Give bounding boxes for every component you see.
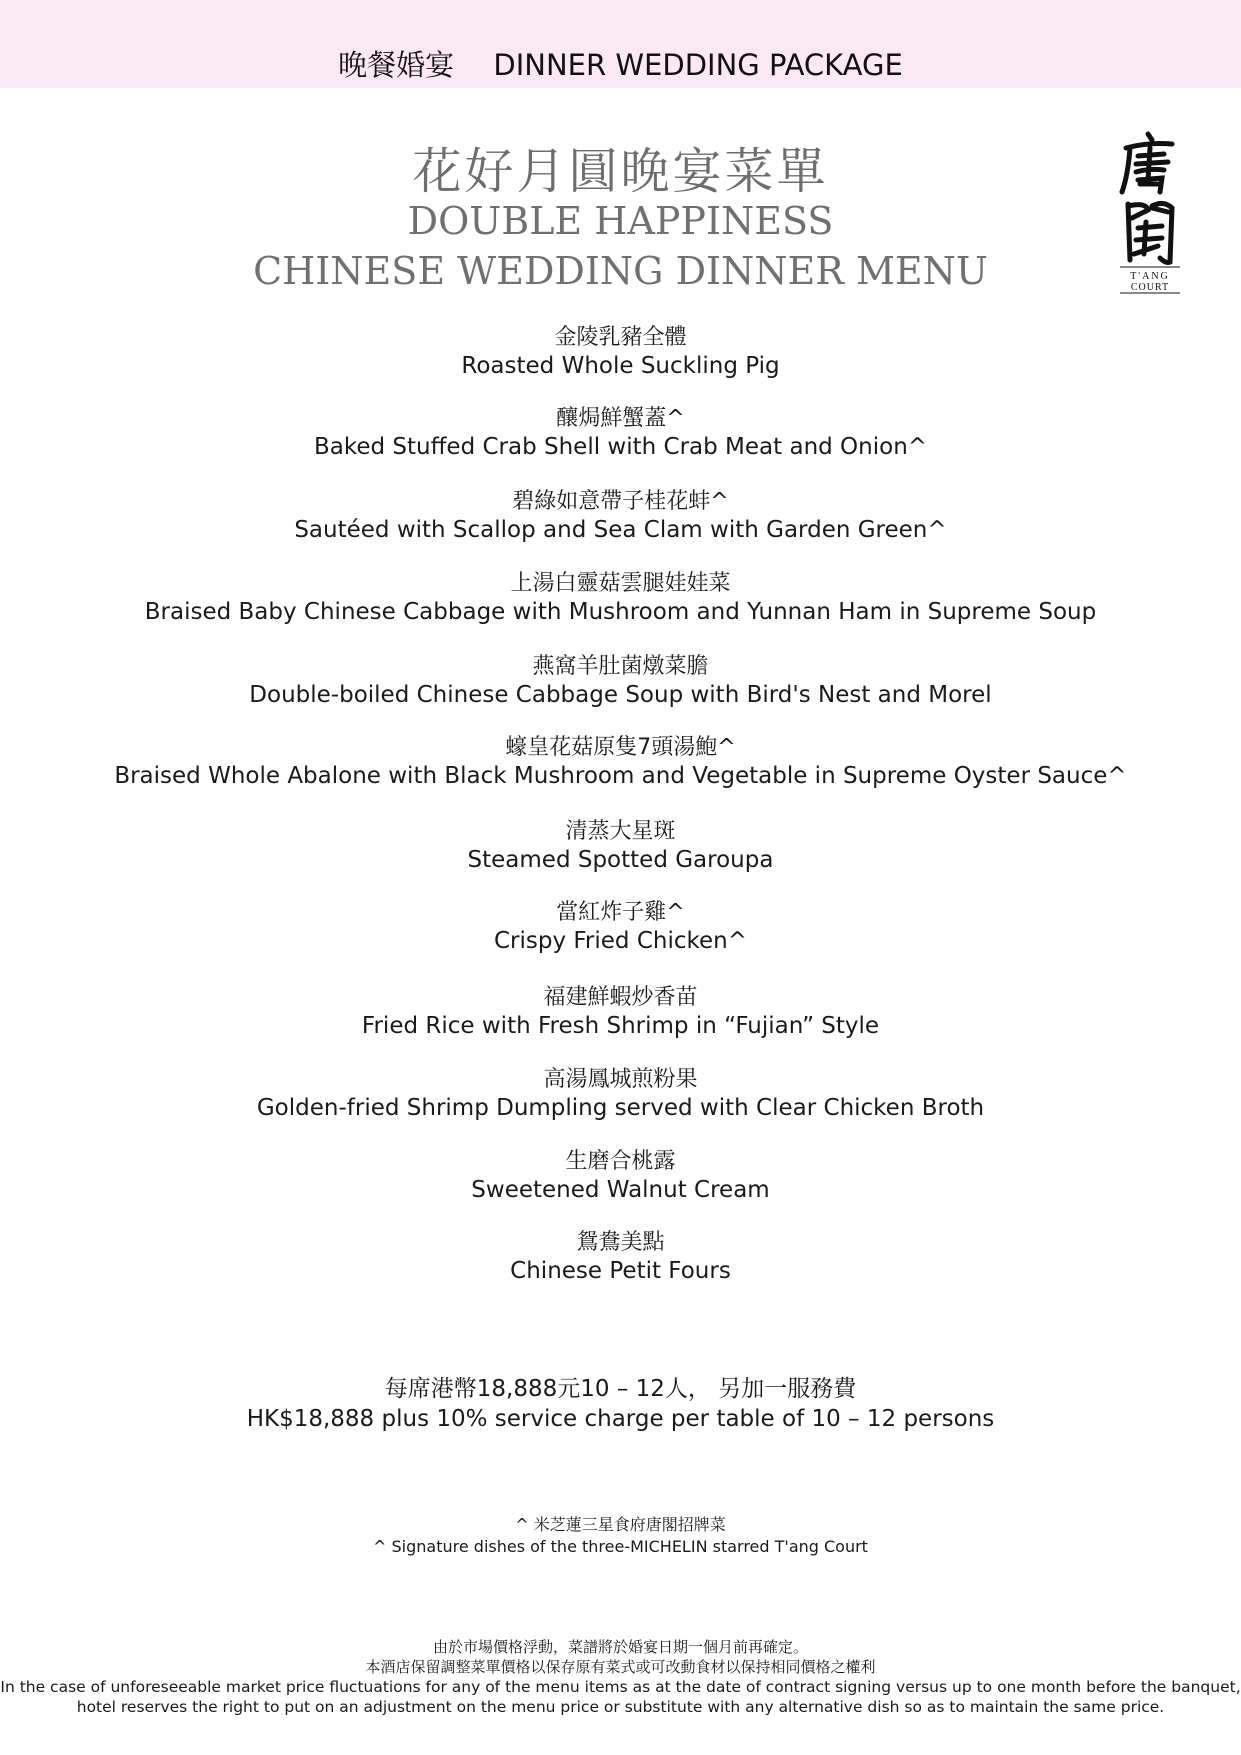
menu-item-zh: 高湯鳳城煎粉果 xyxy=(543,1067,698,1092)
menu-item-en: Double-boiled Chinese Cabbage Soup with Bird's Nest and Morel xyxy=(249,682,992,708)
menu-item-en: Roasted Whole Suckling Pig xyxy=(461,353,780,379)
disclaimer-en-1: In the case of unforeseeable market price fluctuations for any of the menu items as at the date of contract signing versus up to one month before the banquet, xyxy=(0,1678,1241,1696)
disclaimer-en-2: hotel reserves the right to put on an adjustment on the menu price or substitute with any alternative dish so as to maintain the same price. xyxy=(76,1698,1165,1716)
svg-text:T'ANG: T'ANG xyxy=(1130,271,1170,282)
menu-item xyxy=(0,1066,1241,1123)
menu-item xyxy=(0,899,1241,956)
package-header-zh: 晚餐婚宴 xyxy=(338,48,455,82)
menu-item xyxy=(0,1229,1241,1286)
menu-item-zh: 燕窩羊肚菌燉菜膽 xyxy=(532,654,709,679)
menu-item-en: Sautéed with Scallop and Sea Clam with Garden Green^ xyxy=(294,517,947,543)
menu-item-en: Braised Whole Abalone with Black Mushroom and Vegetable in Supreme Oyster Sauce^ xyxy=(114,763,1127,789)
menu-item xyxy=(0,818,1241,875)
menu-item-zh: 當紅炸子雞^ xyxy=(556,900,685,925)
price-en: HK$18,888 plus 10% service charge per table of 10 – 12 persons xyxy=(246,1406,995,1432)
tang-court-logo xyxy=(1118,130,1182,295)
menu-item-zh: 福建鮮蝦炒香苗 xyxy=(543,985,698,1010)
menu-item-zh: 釀焗鮮蟹蓋^ xyxy=(556,406,685,431)
menu-item xyxy=(0,324,1241,381)
menu-item-en: Steamed Spotted Garoupa xyxy=(467,847,774,873)
menu-item-en: Braised Baby Chinese Cabbage with Mushroom and Yunnan Ham in Supreme Soup xyxy=(144,599,1097,625)
menu-item-en: Fried Rice with Fresh Shrimp in “Fujian” Style xyxy=(361,1013,880,1039)
menu-item xyxy=(0,488,1241,545)
menu-item-en: Sweetened Walnut Cream xyxy=(471,1177,770,1203)
svg-text:COURT: COURT xyxy=(1130,282,1170,293)
package-header xyxy=(0,43,1241,84)
disclaimer-zh-1: 由於市場價格浮動，菜譜將於婚宴日期一個月前再確定。 xyxy=(432,1638,808,1656)
menu-title-en-line1: DOUBLE HAPPINESS xyxy=(407,199,834,243)
menu-item-zh: 金陵乳豬全體 xyxy=(554,325,687,350)
menu-item-zh: 碧綠如意帶子桂花蚌^ xyxy=(512,489,729,514)
menu-item-zh: 上湯白靈菇雲腿娃娃菜 xyxy=(510,571,731,596)
package-header-en: DINNER WEDDING PACKAGE xyxy=(493,48,903,82)
menu-title-en-line2: CHINESE WEDDING DINNER MENU xyxy=(253,249,988,293)
menu-title-zh: 花好月圓晚宴菜單 xyxy=(412,143,829,200)
menu-item-zh: 清蒸大星斑 xyxy=(565,819,676,844)
menu-item xyxy=(0,1148,1241,1205)
menu-item-zh: 生磨合桃露 xyxy=(565,1149,676,1174)
menu-item xyxy=(0,653,1241,710)
menu-item-en: Golden-fried Shrimp Dumpling served with Clear Chicken Broth xyxy=(256,1095,985,1121)
menu-item xyxy=(0,405,1241,462)
menu-item xyxy=(0,984,1241,1041)
price-block xyxy=(0,1374,1241,1434)
disclaimer xyxy=(0,1637,1241,1717)
menu-item-zh: 鴛鴦美點 xyxy=(576,1230,665,1255)
menu-item-en: Crispy Fried Chicken^ xyxy=(493,928,748,954)
menu-item xyxy=(0,570,1241,627)
signature-note xyxy=(0,1514,1241,1558)
disclaimer-zh-2: 本酒店保留調整菜單價格以保存原有菜式或可改動食材以保持相同價格之權利 xyxy=(365,1658,876,1676)
menu-item-en: Baked Stuffed Crab Shell with Crab Meat and Onion^ xyxy=(313,434,928,460)
menu-item-en: Chinese Petit Fours xyxy=(510,1258,731,1284)
signature-note-zh: ^ 米芝蓮三星食府唐閣招牌菜 xyxy=(515,1515,726,1534)
price-zh: 每席港幣18,888元10 – 12人， 另加一服務費 xyxy=(384,1376,857,1402)
signature-note-en: ^ Signature dishes of the three-MICHELIN starred T'ang Court xyxy=(373,1537,868,1556)
menu-item xyxy=(0,734,1241,791)
menu-item-zh: 蠔皇花菇原隻7頭湯鮑^ xyxy=(505,735,736,760)
